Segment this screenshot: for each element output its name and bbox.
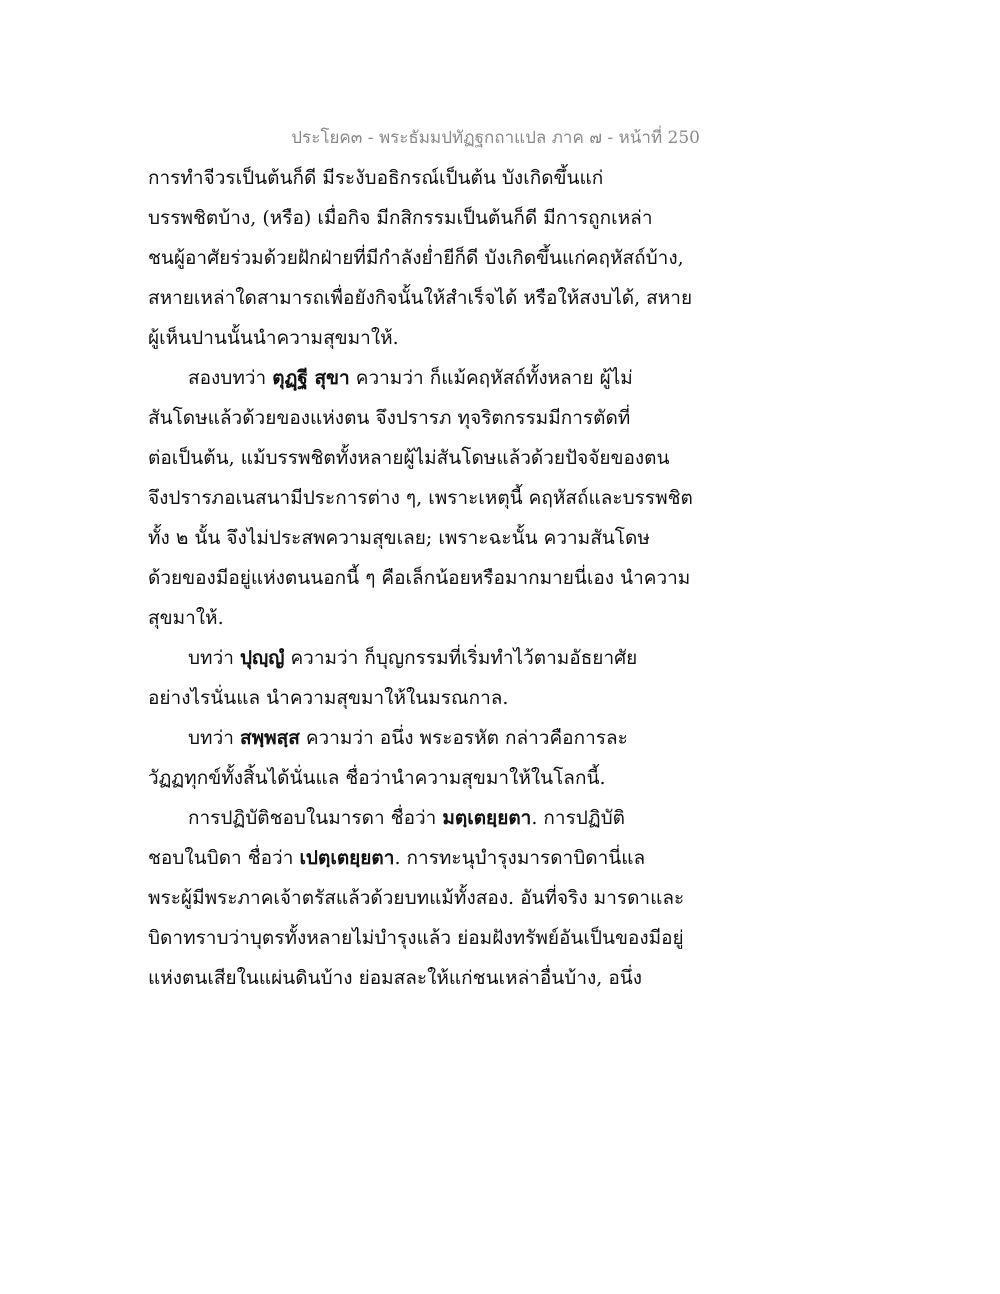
paragraph-first-line [148, 718, 708, 758]
text-line: แห่งตนเสียในแผ่นดินบ้าง ย่อมสละให้แก่ชนเหล่าอื่นบ้าง, อนึ่ง [148, 967, 643, 989]
pali-term: มตฺเตยฺยตา [442, 807, 532, 829]
text-line: สุขมาให้. [148, 607, 224, 629]
pali-term: ตุฏฺฐี สุขา [272, 367, 350, 389]
page-body-text [148, 158, 708, 998]
text-run: ความว่า ก็บุญกรรมที่เริ่มทำไว้ตามอัธยาศัย [284, 647, 638, 669]
text-line: บิดาทราบว่าบุตรทั้งหลายไม่บำรุงแล้ว ย่อมฝังทรัพย์อันเป็นของมีอยู่ [148, 927, 684, 949]
text-line: การทำจีวรเป็นต้นก็ดี มีระงับอธิกรณ์เป็นต้น บังเกิดขึ้นแก่ [148, 167, 604, 189]
text-run: การปฏิบัติชอบในมารดา ชื่อว่า [188, 807, 443, 829]
text-line: ด้วยของมีอยู่แห่งตนนอกนี้ ๆ คือเล็กน้อยหรือมากมายนี่เอง นำความ [148, 567, 691, 589]
text-line: วัฏฏทุกข์ทั้งสิ้นได้นั่นแล ชื่อว่านำความสุขมาให้ในโลกนี้. [148, 767, 606, 789]
text-line: ทั้ง ๒ นั้น จึงไม่ประสพความสุขเลย; เพราะฉะนั้น ความสันโดษ [148, 527, 650, 549]
text-line-with-term [148, 838, 708, 878]
text-line: สหายเหล่าใดสามารถเพื่อยังกิจนั้นให้สำเร็จได้ หรือให้สงบได้, สหาย [148, 287, 693, 309]
text-run: บทว่า [188, 727, 240, 749]
running-header: ประโยค๓ - พระธัมมปทัฏฐกถาแปล ภาค ๗ - หน้าที่ 250 [291, 128, 700, 148]
text-run: ความว่า อนึ่ง พระอรหัต กล่าวคือการละ [299, 727, 628, 749]
text-run: . การทะนุบำรุงมารดาบิดานี่แล [394, 847, 646, 869]
text-run: ชอบในบิดา ชื่อว่า [148, 847, 300, 869]
pali-term: สพฺพสฺส [239, 727, 300, 749]
pali-term: ปุญฺญํ [239, 647, 285, 669]
pali-term: เปตฺเตยฺยตา [299, 847, 395, 869]
text-run: . การปฏิบัติ [531, 807, 626, 829]
text-run: สองบทว่า [188, 367, 273, 389]
text-line: พระผู้มีพระภาคเจ้าตรัสแล้วด้วยบทแม้ทั้งสอง. อันที่จริง มารดาและ [148, 887, 685, 909]
paragraph-first-line [148, 798, 708, 838]
text-line: สันโดษแล้วด้วยของแห่งตน จึงปรารภ ทุจริตกรรมมีการตัดที่ [148, 407, 631, 429]
text-line: อย่างไรนั่นแล นำความสุขมาให้ในมรณกาล. [148, 687, 509, 709]
paragraph-first-line [148, 638, 708, 678]
text-line: บรรพชิตบ้าง, (หรือ) เมื่อกิจ มีกสิกรรมเป็นต้นก็ดี มีการถูกเหล่า [148, 207, 653, 229]
paragraph-first-line [148, 358, 708, 398]
text-run: ความว่า ก็แม้คฤหัสถ์ทั้งหลาย ผู้ไม่ [349, 367, 633, 389]
text-line: ชนผู้อาศัยร่วมด้วยฝักฝ่ายที่มีกำลังย่ำยีก็ดี บังเกิดขึ้นแก่คฤหัสถ์บ้าง, [148, 247, 684, 269]
text-run: บทว่า [188, 647, 240, 669]
text-line: ผู้เห็นปานนั้นนำความสุขมาให้. [148, 327, 399, 349]
text-line: จึงปรารภอเนสนามีประการต่าง ๆ, เพราะเหตุนี้ คฤหัสถ์และบรรพชิต [148, 487, 693, 509]
text-line: ต่อเป็นต้น, แม้บรรพชิตทั้งหลายผู้ไม่สันโดษแล้วด้วยปัจจัยของตน [148, 447, 670, 469]
